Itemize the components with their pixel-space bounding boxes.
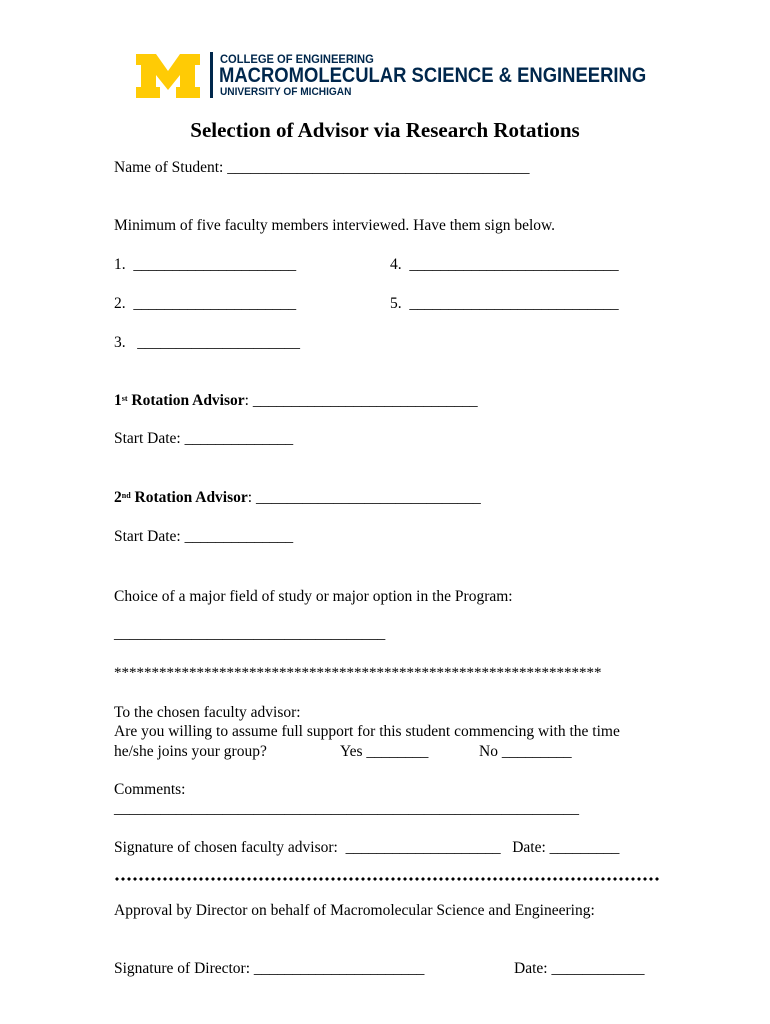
rotation1-number: 1 — [114, 392, 122, 409]
advisor-question-line1: Are you willing to assume full support for this student commencing with the time — [114, 723, 620, 740]
faculty-signature-3[interactable]: 3. _____________________ — [114, 334, 300, 351]
director-signature-field[interactable]: Signature of Director: ______________________ — [114, 960, 425, 977]
block-m-logo — [136, 54, 200, 98]
student-name-field[interactable]: Name of Student: _______________________________________ — [114, 159, 530, 176]
major-choice-label: Choice of a major field of study or major option in the Program: — [114, 588, 513, 605]
director-approval-text: Approval by Director on behalf of Macromolecular Science and Engineering: — [114, 902, 595, 919]
no-field[interactable]: No _________ — [479, 743, 572, 760]
logo-department-text: MACROMOLECULAR SCIENCE & ENGINEERING — [219, 64, 647, 87]
rotation2-number: 2 — [114, 489, 122, 506]
advisor-signature-field[interactable]: Signature of chosen faculty advisor: ____________________ Date: _________ — [114, 839, 620, 856]
faculty-signature-5[interactable]: 5. ___________________________ — [390, 295, 619, 312]
rotation1-ordinal: st — [121, 394, 128, 403]
yes-field[interactable]: Yes ________ — [340, 743, 429, 760]
dotted-divider — [114, 877, 660, 881]
advisor-question-line2: he/she joins your group? — [114, 743, 267, 760]
director-date-field[interactable]: Date: ____________ — [514, 960, 645, 977]
asterisk-divider: ***************************************************************** — [114, 665, 602, 681]
form-title: Selection of Advisor via Research Rotations — [190, 118, 580, 142]
faculty-signature-1[interactable]: 1. _____________________ — [114, 256, 297, 273]
major-choice-field[interactable]: ___________________________________ — [114, 625, 386, 642]
interview-instruction: Minimum of five faculty members interviewed. Have them sign below. — [114, 217, 556, 234]
logo-university-text: UNIVERSITY OF MICHIGAN — [220, 86, 352, 98]
rotation2-label: Rotation Advisor — [130, 489, 248, 506]
comments-label: Comments: — [114, 781, 186, 798]
advisor-greeting: To the chosen faculty advisor: — [114, 704, 301, 721]
faculty-signature-4[interactable]: 4. ___________________________ — [390, 256, 619, 273]
rotation2-ordinal: nd — [121, 491, 131, 500]
logo-divider — [210, 52, 213, 98]
comments-field[interactable]: ____________________________________________________________ — [114, 800, 579, 817]
rotation1-blank[interactable]: : _____________________________ — [244, 392, 478, 409]
faculty-signature-2[interactable]: 2. _____________________ — [114, 295, 297, 312]
rotation1-label: Rotation Advisor — [127, 392, 245, 409]
rotation2-advisor-field[interactable] — [114, 490, 481, 506]
rotation1-start-date[interactable]: Start Date: ______________ — [114, 430, 294, 447]
rotation1-advisor-field[interactable] — [114, 393, 478, 409]
rotation2-blank[interactable]: : _____________________________ — [247, 489, 481, 506]
logo-college-text: COLLEGE OF ENGINEERING — [220, 52, 374, 66]
rotation2-start-date[interactable]: Start Date: ______________ — [114, 528, 294, 545]
